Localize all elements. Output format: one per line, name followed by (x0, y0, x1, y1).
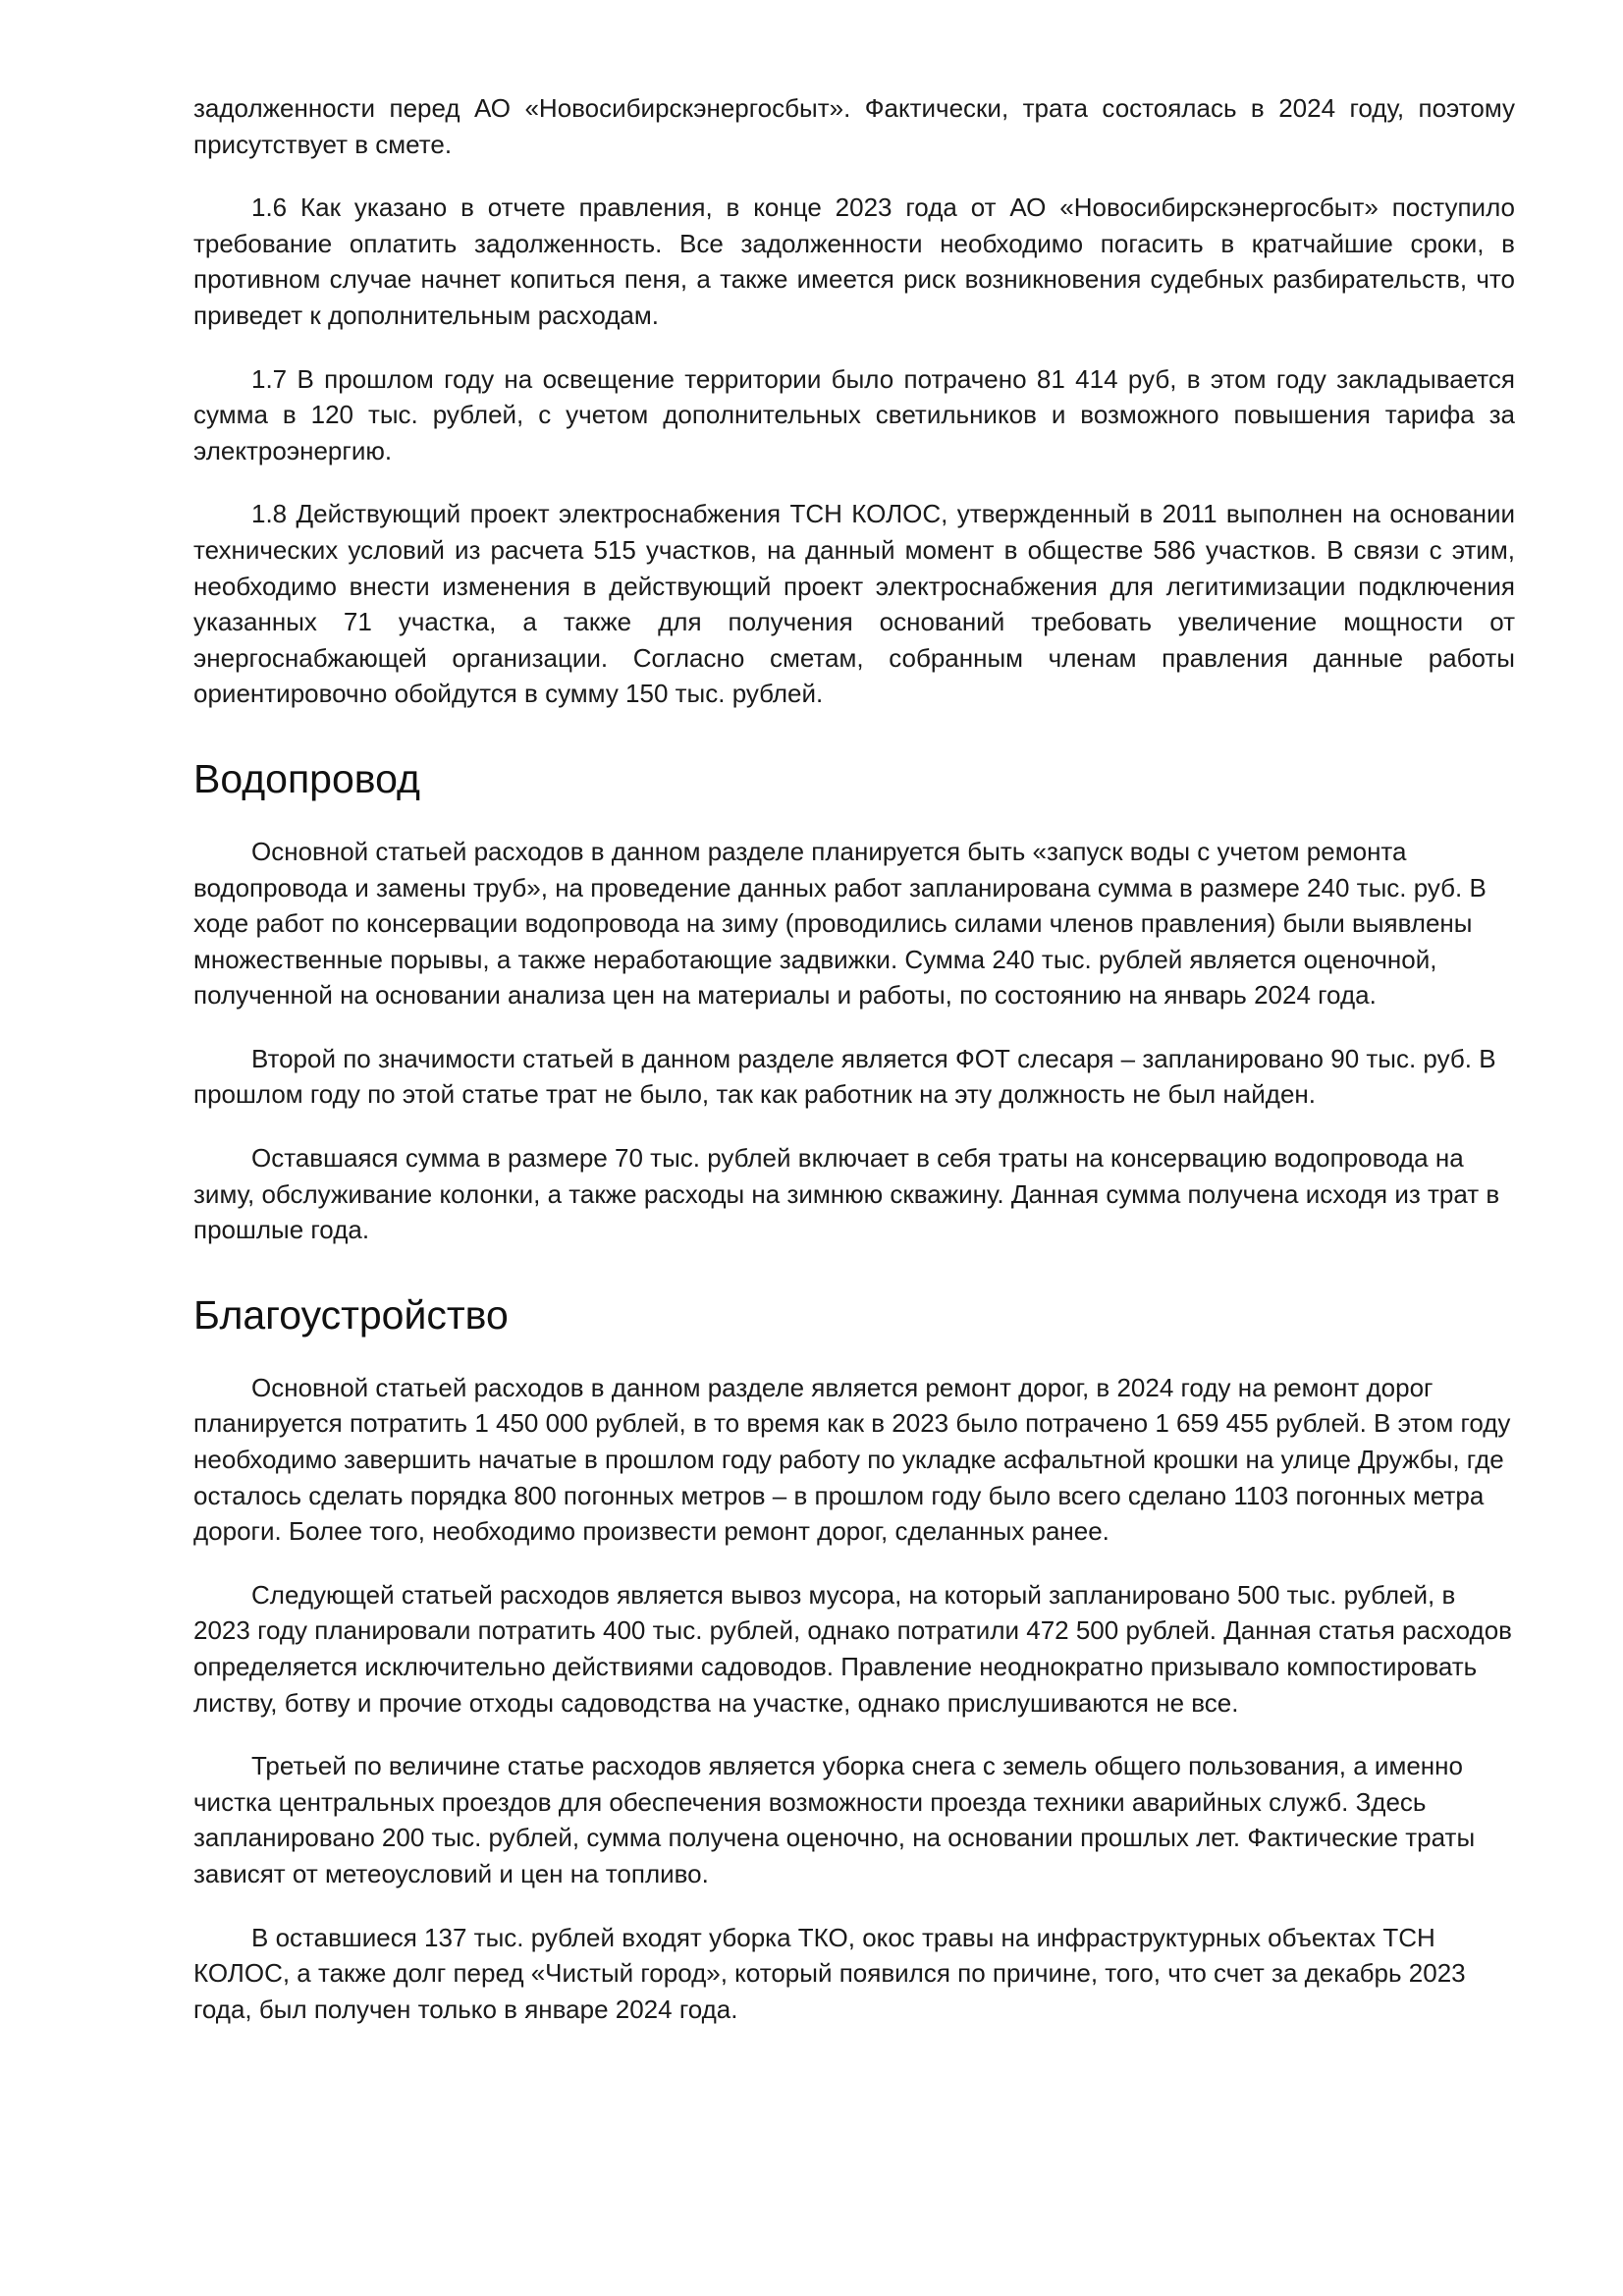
paragraph-water-main: Основной статьей расходов в данном разделе планируется быть «запуск воды с учетом ремонта водопровода и замены труб», на проведение данных работ запланирована сумма в размере 240 тыс. руб. В ходе работ по консервации водопровода на зиму (проводились силами членов правления) были выявлены множественные порывы, а также неработающие задвижки. Сумма 240 тыс. рублей является оценочной, полученной на основании анализа цен на материалы и работы, по состоянию на январь 2024 года. (193, 836, 1487, 1011)
paragraph-roads: Основной статьей расходов в данном разделе является ремонт дорог, в 2024 году на ремонт дорог планируется потратить 1 450 000 рублей, в то время как в 2023 было потрачено 1 659 455 рублей. В этом году необходимо завершить начатые в прошлом году работу по укладке асфальтной крошки на улице Дружбы, где осталось сделать порядка 800 погонных метров – в прошлом году было всего сделано 1103 погонных метра дороги. Более того, необходимо произвести ремонт дорог, сделанных ранее. (193, 1372, 1511, 1547)
paragraph-snow: Третьей по величине статье расходов является уборка снега с земель общего пользования, а именно чистка центральных проездов для обеспечения возможности проезда техники аварийных служб. Здесь запланировано 200 тыс. рублей, сумма получена оценочно, на основании прошлых лет. Фактические траты зависят от метеоусловий и цен на топливо. (193, 1751, 1476, 1888)
paragraph-debt-continuation: задолженности перед АО «Новосибирскэнергосбыт». Фактически, трата состоялась в 2024 году, поэтому присутствует в смете. (193, 93, 1515, 159)
paragraph-water-remaining: Оставшаяся сумма в размере 70 тыс. рублей включает в себя траты на консервацию водопровода на зиму, обслуживание колонки, а также расходы на зимнюю скважину. Данная сумма получена исходя из трат в прошлые года. (193, 1143, 1500, 1245)
paragraph-garbage: Следующей статьей расходов является вывоз мусора, на который запланировано 500 тыс. рублей, в 2023 году планировали потратить 400 тыс. рублей, однако потратили 472 500 рублей. Данная статья расходов определяется исключительно действиями садоводов. Правление неоднократно призывало компостировать листву, ботву и прочие отходы садоводства на участке, однако прислушиваются не все. (193, 1579, 1512, 1718)
heading-water-supply: Водопровод (193, 755, 420, 801)
paragraph-1-7: 1.7 В прошлом году на освещение территории было потрачено 81 414 руб, в этом году закладывается сумма в 120 тыс. рублей, с учетом дополнительных светильников и возможного повышения тарифа за электроэнергию. (193, 363, 1515, 465)
paragraph-1-6: 1.6 Как указано в отчете правления, в конце 2023 года от АО «Новосибирскэнергосбыт» поступило требование оплатить задолженность. Все задолженности необходимо погасить в кратчайшие сроки, в противном случае начнет копиться пеня, а также имеется риск возникновения судебных разбирательств, что приведет к дополнительным расходам. (193, 192, 1515, 330)
paragraph-remaining-137: В оставшиеся 137 тыс. рублей входят уборка ТКО, окос травы на инфраструктурных объектах ТСН КОЛОС, а также долг перед «Чистый город», который появился по причине, того, что счет за декабрь 2023 года, был получен только в январе 2024 года. (193, 1922, 1466, 2024)
paragraph-water-plumber: Второй по значимости статьей в данном разделе является ФОТ слесаря – запланировано 90 тыс. руб. В прошлом году по этой статье трат не было, так как работник на эту должность не был найден. (193, 1043, 1496, 1110)
paragraph-1-8: 1.8 Действующий проект электроснабжения ТСН КОЛОС, утвержденный в 2011 выполнен на основании технических условий из расчета 515 участков, на данный момент в обществе 586 участков. В связи с этим, необходимо внести изменения в действующий проект электроснабжения для легитимизации подключения указанных 71 участка, а также для получения оснований требовать увеличение мощности от энергоснабжающей организации. Согласно сметам, собранным членам правления данные работы ориентировочно обойдутся в сумму 150 тыс. рублей. (193, 499, 1515, 709)
document-page (193, 90, 1515, 2054)
heading-improvement: Благоустройство (193, 1291, 509, 1338)
